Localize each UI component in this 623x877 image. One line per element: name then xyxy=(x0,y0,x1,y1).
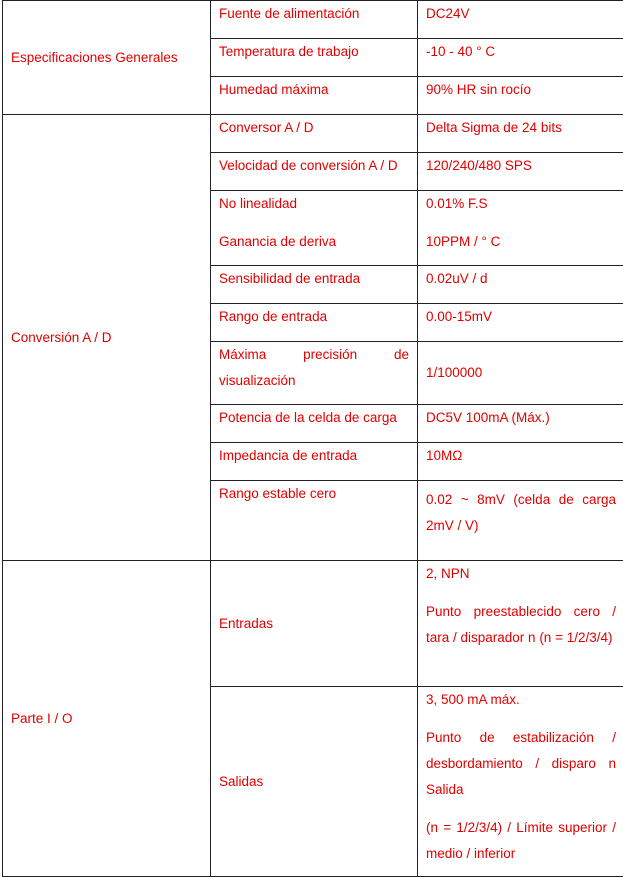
spec-label: Fuente de alimentación xyxy=(211,1,418,39)
spec-value-group xyxy=(418,561,623,687)
spec-value: DC5V 100mA (Máx.) xyxy=(418,405,623,443)
spec-label: Salidas xyxy=(211,687,418,877)
spec-value: DC24V xyxy=(418,1,623,39)
spec-value: 0.00-15mV xyxy=(418,304,623,342)
spec-value: Delta Sigma de 24 bits xyxy=(418,115,623,153)
spec-value: 0.02uV / d xyxy=(418,266,623,304)
spec-label: Humedad máxima xyxy=(211,77,418,115)
spec-value: 10PPM / ° C xyxy=(426,229,616,255)
spec-label: Máxima precisión de visualización xyxy=(211,342,418,405)
spec-value: 1/100000 xyxy=(418,342,623,405)
spec-label: Entradas xyxy=(211,561,418,687)
specification-table xyxy=(2,0,623,877)
spec-value: 2, NPN xyxy=(426,561,616,587)
spec-value: 0.02 ~ 8mV (celda de carga 2mV / V) xyxy=(418,481,623,561)
spec-label: Conversor A / D xyxy=(211,115,418,153)
spec-value: (n = 1/2/3/4) / Límite superior / medio / inferior xyxy=(426,815,616,867)
spec-label: Potencia de la celda de carga xyxy=(211,405,418,443)
spec-label: Sensibilidad de entrada xyxy=(211,266,418,304)
spec-label: Rango de entrada xyxy=(211,304,418,342)
spec-value: Punto preestablecido cero / tara / disparador n (n = 1/2/3/4) xyxy=(426,599,616,651)
spec-label: Velocidad de conversión A / D xyxy=(211,153,418,191)
spec-label: Ganancia de deriva xyxy=(219,229,409,255)
spec-value: 10MΩ xyxy=(418,443,623,481)
spec-label: No linealidad xyxy=(219,191,409,217)
spec-label: Temperatura de trabajo xyxy=(211,39,418,77)
spec-label: Impedancia de entrada xyxy=(211,443,418,481)
spec-label-group xyxy=(211,191,418,266)
spec-value: Punto de estabilización / desbordamiento / disparo n Salida xyxy=(426,725,616,803)
spec-value: 0.01% F.S xyxy=(426,191,616,217)
spec-value-group xyxy=(418,191,623,266)
section-general-title: Especificaciones Generales xyxy=(3,1,211,115)
spec-value: 120/240/480 SPS xyxy=(418,153,623,191)
spec-label: Rango estable cero xyxy=(211,481,418,561)
spec-value: 3, 500 mA máx. xyxy=(426,687,616,713)
spec-value: 90% HR sin rocío xyxy=(418,77,623,115)
spec-value-group xyxy=(418,687,623,877)
section-io-title: Parte I / O xyxy=(3,561,211,877)
spec-value: -10 - 40 ° C xyxy=(418,39,623,77)
section-ad-title: Conversión A / D xyxy=(3,115,211,561)
